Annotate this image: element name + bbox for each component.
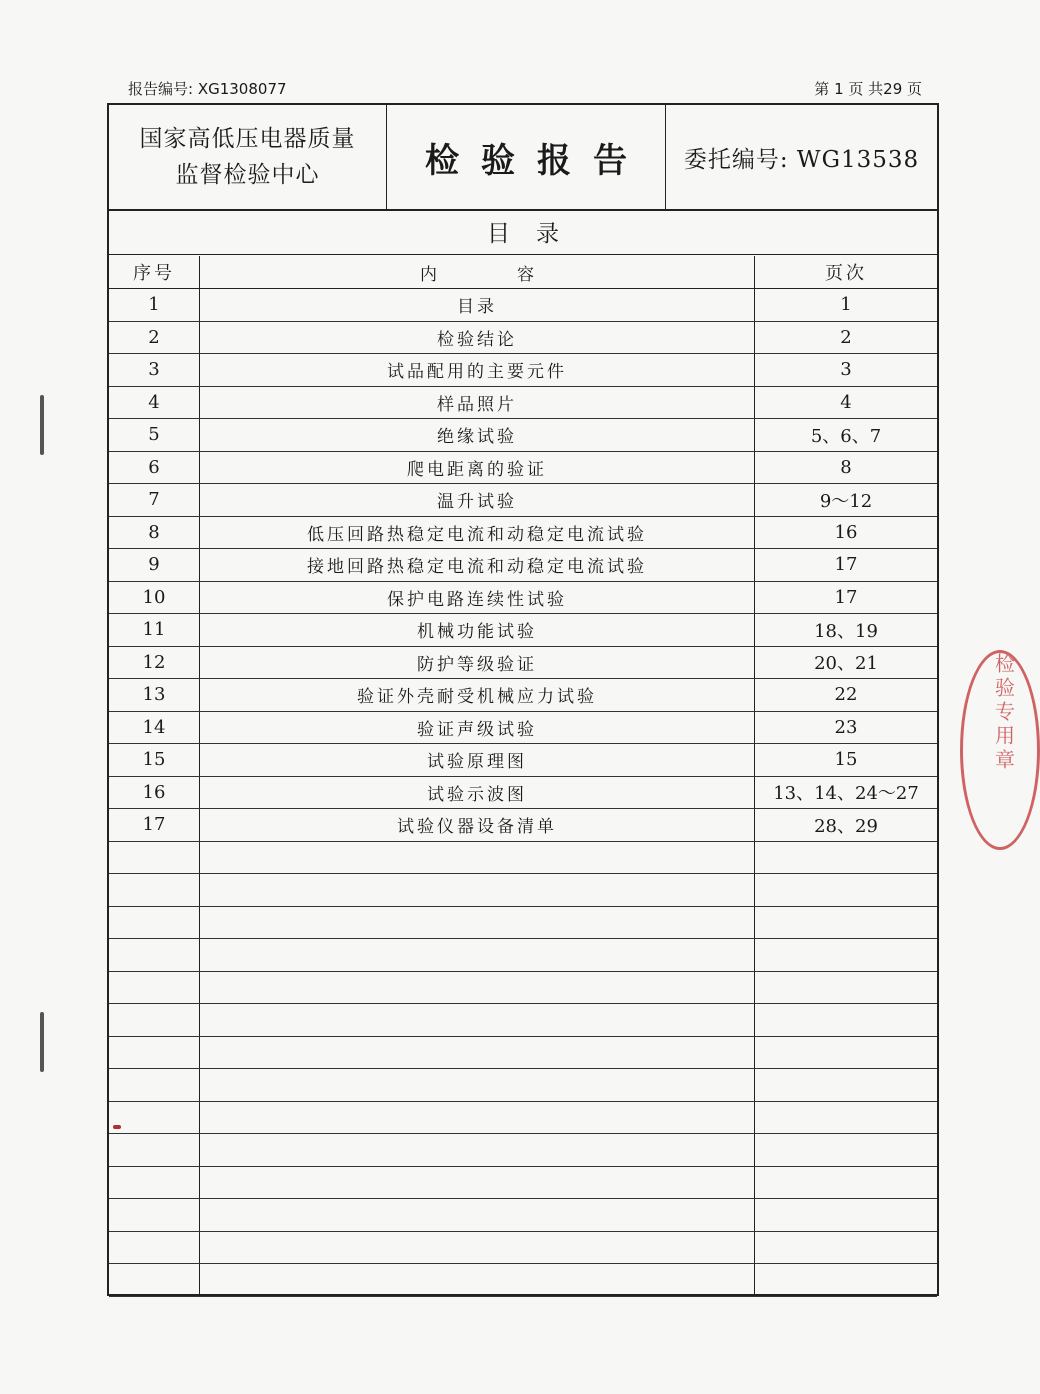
empty-table-row — [109, 1232, 937, 1265]
row-content — [200, 1037, 755, 1069]
row-number: 17 — [109, 809, 200, 841]
row-content — [200, 1264, 755, 1296]
table-row — [109, 289, 937, 322]
empty-table-row — [109, 907, 937, 940]
row-number: 7 — [109, 484, 200, 516]
row-page — [755, 1264, 937, 1296]
empty-table-row — [109, 1069, 937, 1102]
row-page: 17 — [834, 586, 858, 608]
row-number — [109, 1167, 200, 1199]
row-content: 爬电距离的验证 — [200, 452, 755, 484]
page-indicator: 第 1 页 共29 页 — [814, 80, 922, 98]
column-header-page: 页次 — [825, 263, 867, 284]
report-top-line — [112, 78, 928, 98]
report-title: 检验报告 — [387, 105, 666, 209]
toc-title: 目录 — [109, 209, 937, 255]
row-content: 绝缘试验 — [200, 419, 755, 451]
row-page: 4 — [840, 391, 852, 413]
report-number: 报告编号: XG1308077 — [128, 80, 287, 98]
row-page: 2 — [840, 326, 852, 348]
row-number: 3 — [109, 354, 200, 386]
commission-number: 委托编号: WG13538 — [683, 146, 920, 173]
table-row — [109, 744, 937, 777]
table-row — [109, 387, 937, 420]
row-number — [109, 972, 200, 1004]
organization-name — [109, 105, 387, 209]
empty-table-row — [109, 1037, 937, 1070]
table-row — [109, 354, 937, 387]
row-number: 10 — [109, 582, 200, 614]
staple-mark — [40, 395, 44, 455]
row-number — [109, 1199, 200, 1231]
row-page: 15 — [834, 749, 858, 771]
row-number — [109, 874, 200, 906]
empty-table-row — [109, 842, 937, 875]
row-page — [755, 1167, 937, 1199]
staple-mark — [40, 1012, 44, 1072]
row-page: 20、21 — [814, 653, 878, 675]
row-page — [755, 972, 937, 1004]
row-page — [755, 1037, 937, 1069]
row-page: 17 — [834, 554, 858, 576]
table-row — [109, 484, 937, 517]
table-row — [109, 419, 937, 452]
row-number: 6 — [109, 452, 200, 484]
row-content — [200, 939, 755, 971]
empty-table-row — [109, 1264, 937, 1297]
column-header-no: 序号 — [109, 256, 200, 288]
row-content — [200, 842, 755, 874]
row-content — [200, 874, 755, 906]
table-row — [109, 322, 937, 355]
row-number: 5 — [109, 419, 200, 451]
toc-rows — [109, 289, 937, 1297]
row-number — [109, 1264, 200, 1296]
table-row — [109, 452, 937, 485]
table-row — [109, 712, 937, 745]
row-content: 验证声级试验 — [200, 712, 755, 744]
row-content: 验证外壳耐受机械应力试验 — [200, 679, 755, 711]
empty-table-row — [109, 1004, 937, 1037]
row-content: 检验结论 — [200, 322, 755, 354]
row-number — [109, 1037, 200, 1069]
table-row — [109, 614, 937, 647]
row-page: 3 — [840, 359, 852, 381]
row-content: 样品照片 — [200, 387, 755, 419]
row-content — [200, 1004, 755, 1036]
row-number: 16 — [109, 777, 200, 809]
row-page — [755, 874, 937, 906]
row-page — [755, 1004, 937, 1036]
row-content — [200, 1069, 755, 1101]
row-number — [109, 907, 200, 939]
row-number: 2 — [109, 322, 200, 354]
row-content: 保护电路连续性试验 — [200, 582, 755, 614]
row-number: 15 — [109, 744, 200, 776]
row-content: 机械功能试验 — [200, 614, 755, 646]
row-number — [109, 939, 200, 971]
row-content: 温升试验 — [200, 484, 755, 516]
row-number — [109, 1102, 200, 1134]
organization-line-2: 监督检验中心 — [175, 162, 320, 188]
empty-table-row — [109, 1199, 937, 1232]
row-number — [109, 1232, 200, 1264]
row-content: 试验仪器设备清单 — [200, 809, 755, 841]
empty-table-row — [109, 1167, 937, 1200]
row-number — [109, 1004, 200, 1036]
row-number: 12 — [109, 647, 200, 679]
report-frame — [107, 103, 939, 1296]
toc-column-header — [109, 256, 937, 289]
row-page: 8 — [840, 456, 852, 478]
red-seal-stamp: 检验专用章 — [960, 650, 1040, 850]
row-content: 目录 — [200, 289, 755, 321]
row-page: 22 — [834, 684, 858, 706]
row-content: 试验示波图 — [200, 777, 755, 809]
row-content — [200, 1167, 755, 1199]
row-page — [755, 1199, 937, 1231]
empty-table-row — [109, 874, 937, 907]
row-page — [755, 1102, 937, 1134]
row-number: 1 — [109, 289, 200, 321]
row-content: 试品配用的主要元件 — [200, 354, 755, 386]
row-number: 13 — [109, 679, 200, 711]
row-number: 11 — [109, 614, 200, 646]
empty-table-row — [109, 1102, 937, 1135]
empty-table-row — [109, 972, 937, 1005]
row-page: 1 — [840, 294, 852, 316]
row-content: 接地回路热稳定电流和动稳定电流试验 — [200, 549, 755, 581]
row-number — [109, 842, 200, 874]
table-row — [109, 549, 937, 582]
table-row — [109, 647, 937, 680]
row-content: 防护等级验证 — [200, 647, 755, 679]
row-content — [200, 1134, 755, 1166]
row-page — [755, 842, 937, 874]
row-content — [200, 1232, 755, 1264]
row-page: 18、19 — [814, 620, 878, 642]
table-row — [109, 777, 937, 810]
row-content — [200, 1199, 755, 1231]
row-page — [755, 1069, 937, 1101]
row-number: 4 — [109, 387, 200, 419]
table-row — [109, 679, 937, 712]
report-header — [109, 105, 937, 211]
row-page: 28、29 — [814, 815, 878, 837]
row-number: 14 — [109, 712, 200, 744]
row-content: 低压回路热稳定电流和动稳定电流试验 — [200, 517, 755, 549]
row-number: 8 — [109, 517, 200, 549]
organization-line-1: 国家高低压电器质量 — [139, 126, 356, 152]
row-content — [200, 972, 755, 1004]
row-content — [200, 907, 755, 939]
table-row — [109, 809, 937, 842]
row-page: 13、14、24～27 — [773, 783, 919, 805]
row-page: 23 — [834, 716, 858, 738]
column-header-content: 内容 — [200, 256, 755, 288]
row-content: 试验原理图 — [200, 744, 755, 776]
row-page — [755, 1232, 937, 1264]
table-row — [109, 517, 937, 550]
empty-table-row — [109, 939, 937, 972]
row-content — [200, 1102, 755, 1134]
row-number — [109, 1134, 200, 1166]
row-page: 5、6、7 — [810, 425, 882, 447]
row-page — [755, 907, 937, 939]
row-page — [755, 939, 937, 971]
empty-table-row — [109, 1134, 937, 1167]
row-number — [109, 1069, 200, 1101]
row-number: 9 — [109, 549, 200, 581]
table-row — [109, 582, 937, 615]
row-page: 9～12 — [819, 490, 873, 512]
row-page: 16 — [834, 521, 858, 543]
row-page — [755, 1134, 937, 1166]
